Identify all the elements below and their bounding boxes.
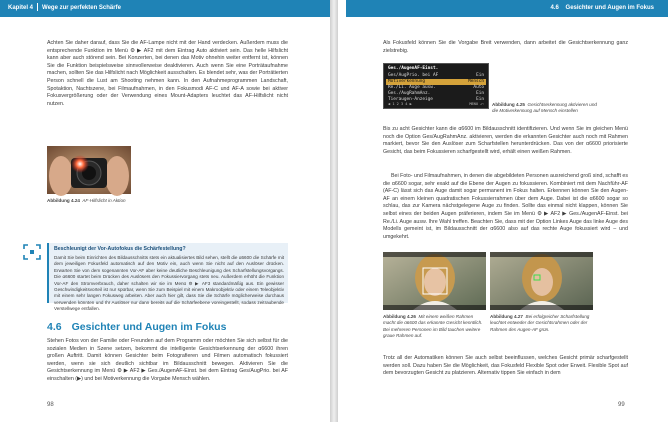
header-separator <box>37 3 38 11</box>
right-intro-paragraph: Als Fokusfeld können Sie die Vorgabe Breit verwenden, dann arbeitet die Gesichtserkennung ganz zielstrebig. <box>383 40 628 54</box>
menu-row: Ges./AugRahmAnz. Ein <box>388 91 484 96</box>
menu-back-hint: MENU ⤺ <box>469 102 484 106</box>
menu-page-indicator: ◀ 1 2 3 4 ▶ <box>388 102 412 106</box>
menu-row: Re./Li. Auge ausw. Auto <box>388 85 484 90</box>
chapter-label: Kapitel 4 <box>8 5 34 11</box>
infobox-pre-af <box>47 243 288 312</box>
menu-title: Ges./AugenAF-Einst. <box>388 66 439 71</box>
section-title: Gesichter und Augen im Fokus <box>71 321 227 333</box>
infobox-body: Damit Sie beim Einrichten des Bildausschnitts stets ein aktualisiertes Bild sehen, stellt die α6600 die Schärfe mit dem jeweiligen Fokusfeld automatisch auf den Motiv ein, auch wenn Sie nicht auf den Auslöser drücken. Erwarten Sie von dem sogenannten Vor-AF aber keine deutliche Beschleunigung des Scharfstellungsvorgangs. Die α6600 startet beim Drücken des Auslösers den Fokussiervorgang stets neu. Außerdem erhöht die Funktion Vor-AF den Stromverbrauch, daher schalten wir sie im Menü ⚙ ▶ AF3 standardmäßig aus. Ein gewisser Geschwindigkeitsvorteil ist nur spürbar, wenn Sie zum Beispiel mit einem Makroobjektiv oder einem Teleobjektiv mit einem sehr langen Fokusweg arbeiten. Aber auch hier gilt, dass Sie die Schärfe möglicherweise durchaus verwenden könnten und Ihr Auslöser nur dann bereits auf die Schärfeebene voreingestellt, sodass zeitraubende Verstellwege entfallen. <box>54 255 284 312</box>
face-detection-photo <box>383 252 486 310</box>
menu-footer <box>388 102 484 107</box>
figure-caption-4-27: Abbildung 4.27 Bei erfolgreicher Scharfstellung leuchtet entweder der Gesichtsrahmen oder der Rahmen des Augen-AF grün. <box>490 314 590 332</box>
section-heading <box>47 321 226 333</box>
left-intro-paragraph: Achten Sie daher darauf, dass Sie die AF-Lampe nicht mit der Hand verdecken. Außerdem muss die entsprechende Funktion im Menü ⚙ ▶ AF2 mit dem Eintrag Auto aktiviert sein. Das helle Hilfslicht kann aber auch störend sein. Bei Konzerten, bei denen das Motiv ohnehin weiter entfernt ist, können Sie die Funktion beispielsweise sinnvollerweise deaktivieren. Auch wenn Sie eine Porträtaufnahme machen, sollten Sie das Hilfslicht nach Möglichkeit ausschalten. Es blendet sehr, was der Porträtierten Person schnell die Lust am Shooting nehmen kann. In den Aufnahmeprogrammen Landschaft, Spotaktion, Nachtszene, bei Filmaufnahmen, in den Fokusmodi AF-C und AF-A sowie bei aktiver Fokusvergrößerung oder der Verwendung eines Mount-Adapters leuchtet das AF-Hilfslicht nicht nutzen. <box>47 40 288 107</box>
menu-row-selected: Motiverkennung Mensch <box>388 79 484 84</box>
right-paragraph-3: Trotz all der Automatiken können Sie auch selbst beeinflussen, welches Gesicht primär scharfgestellt werden soll. Dazu haben Sie die Möglichkeit, das Fokusfeld Flexible Spot oder Erweit. Flexible Spot auf dem bevorzugten Gesicht zu platzieren. Alternativ tippen Sie einfach in dem <box>383 355 628 377</box>
right-paragraph-1: Bis zu acht Gesichter kann die α6600 im Bildausschnitt identifizieren. Und wenn Sie im gleichen Menü noch die Option Ges/AugRahmAnz. aktivieren, werden die erkannten Gesichter auch noch mit Rahmen markiert, bevor Sie den Auslöser zum Scharfstellen herunterdrücken. Das von der α6600 priorisierte Gesicht, das beim Fokussieren scharfgestellt wird, erhält einen weißen Rahmen. <box>383 126 628 155</box>
menu-row: Ges/AugPrio. bei AF Ein <box>388 73 484 78</box>
infobox-title: Beschleunigt der Vor-Autofokus die Schärfestellung? <box>54 246 186 252</box>
menu-row: Tieraugen-Anzeige Ein <box>388 97 484 102</box>
focus-frame-icon <box>23 244 41 260</box>
chapter-title: Wege zur perfekten Schärfe <box>42 5 121 11</box>
right-paragraph-2: Bei Foto- und Filmaufnahmen, in denen die abgebildeten Personen ausreichend groß sind, schafft es die α6600 sogar, sehr exakt auf die Ebene der Augen zu fokussieren. Kombiniert mit dem Nachführ-AF (AF-C) lässt sich das Auge damit sogar permanent im Fokus halten. Erkennen können Sie den Augen-AF an einem kleinen quadratischen Fokussierrahmen über dem Auge. Dabei ist die α6600 sogar so schlau, das zur Kamera nächstgelegene Auge zu finden. Sollte das einmal nicht klappen, können Sie selbst eines der beiden Augen präferieren, indem Sie im Menü ⚙ ▶ AF2 ▶ Ges./AugenAF-Einst. bei Re./Li. Auge ausw. Ihre Wahl treffen. Beachten Sie, dass mit der Option Linkes Auge das linke Auge des Modells gemeint ist, im Bildausschnitt der α6600 also auf das rechte Auge fokussiert wird – und umgekehrt. <box>383 173 628 240</box>
eye-af-photo <box>490 252 593 310</box>
camera-menu-screenshot <box>383 63 489 109</box>
af-assist-photo <box>47 146 131 194</box>
header-section-number: 4.6 <box>550 5 559 11</box>
book-gutter <box>330 0 338 422</box>
left-page-number: 98 <box>47 402 54 408</box>
header-section-title: Gesichter und Augen im Fokus <box>565 5 654 11</box>
right-running-header <box>346 0 668 17</box>
figure-caption-4-25: Abbildung 4.25 Gesichtserkennung aktivieren und die Motiverkennung auf Mensch einstellen <box>492 102 597 114</box>
left-page <box>0 0 330 422</box>
right-page-number: 99 <box>618 402 625 408</box>
figure-caption-4-26: Abbildung 4.26 Mit einem weißen Rahmen macht die α6600 das erkannte Gesicht kenntlich. Bei mehreren Personen im Bild tauchen weitere graue Rahmen auf. <box>383 314 483 339</box>
left-running-header <box>0 0 330 17</box>
figure-caption-4-24: Abbildung 4.24 AF-Hilfslicht in Aktion <box>47 198 126 203</box>
section-paragraph: Stehen Fotos von der Familie oder Freunden auf dem Programm oder möchten Sie sich selbst für die sozialen Medien in Szene setzen, bekommt die intelligente Gesichtserkennung der α6600 ihren großen Auftritt. Damit können Gesichter beim Fotografieren und Filmen automatisch fokussiert werden, wenn sie sich deutlich sichtbar im Bildausschnitt bewegen. Aktivieren Sie die Gesichtserkennung im Menü ⚙ ▶ AF2 ▶ Ges./AugenAF-Einst. bei dem Eintrag Ges/AugPrio. bei AF einschalten (▶) und bei Motiverkennung die Vorgabe Mensch wählen. <box>47 338 288 382</box>
section-number: 4.6 <box>47 321 62 333</box>
